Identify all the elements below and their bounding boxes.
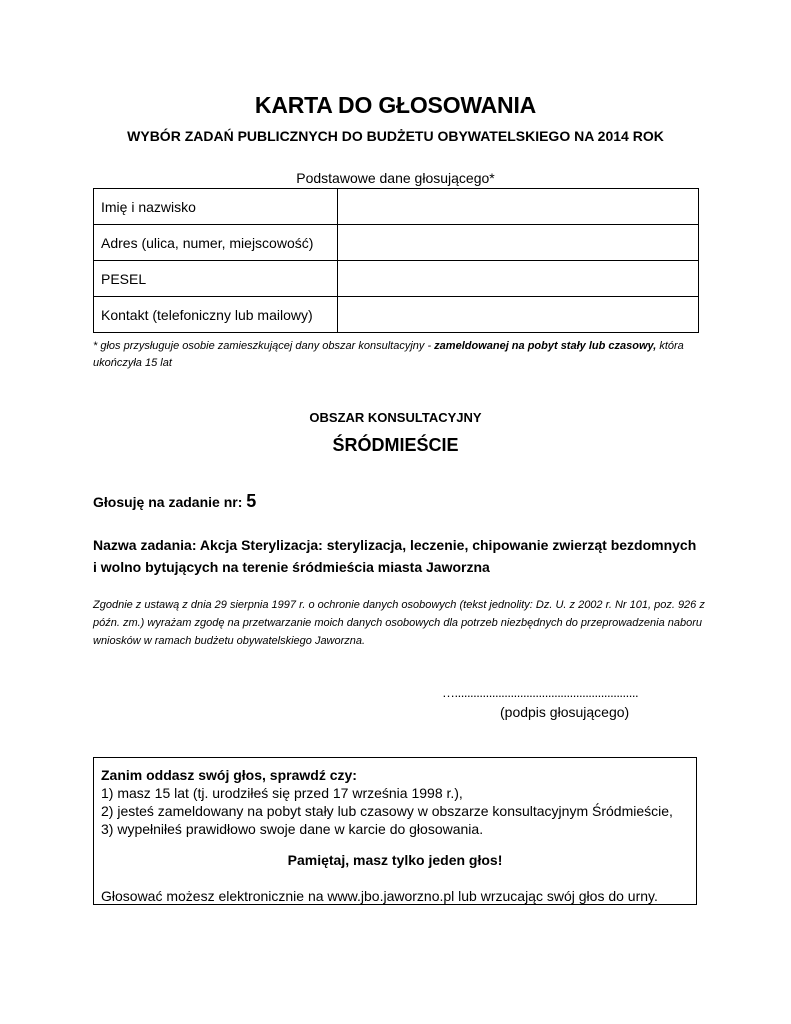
vote-label: Głosuję na zadanie nr: bbox=[93, 494, 247, 510]
area-name: ŚRÓDMIEŚCIE bbox=[332, 435, 459, 455]
vote-line bbox=[93, 491, 256, 512]
area-caption: OBSZAR KONSULTACYJNY bbox=[309, 410, 482, 425]
one-vote-reminder: Pamiętaj, masz tylko jeden głos! bbox=[287, 852, 503, 868]
table-row bbox=[94, 261, 699, 297]
contact-label: Kontakt (telefoniczny lub mailowy) bbox=[94, 297, 338, 333]
checklist-item: 2) jesteś zameldowany na pobyt stały lub czasowy w obszarze konsultacyjnym Śródmieście, bbox=[101, 803, 673, 819]
address-field[interactable] bbox=[338, 225, 699, 261]
task-number: 5 bbox=[246, 491, 257, 511]
electronic-voting-note: Głosować możesz elektronicznie na www.jbo.jaworzno.pl lub wrzucając swój głos do urny. bbox=[101, 888, 658, 904]
voter-data-table bbox=[93, 188, 699, 333]
pesel-field[interactable] bbox=[338, 261, 699, 297]
data-consent-clause: Zgodnie z ustawą z dnia 29 sierpnia 1997 r. o ochronie danych osobowych (tekst jednolity: Dz. U. z 2002 r. Nr 101, poz. 926 z późn. zm.) wyrażam zgodę na przetwarzanie moich danych osobowych dla potrzeb niezbędnych do przeprowadzenia naboru wniosków w ramach budżetu obywatelskiego Jaworzna. bbox=[93, 599, 705, 647]
table-row bbox=[94, 189, 699, 225]
table-row bbox=[94, 225, 699, 261]
footnote-suffix: która ukończyła 15 lat bbox=[93, 340, 684, 369]
checklist-box bbox=[93, 757, 697, 905]
footnote-bold: zameldowanej na pobyt stały lub czasowy, bbox=[434, 340, 657, 352]
address-label: Adres (ulica, numer, miejscowość) bbox=[94, 225, 338, 261]
name-field[interactable] bbox=[338, 189, 699, 225]
page-subtitle: WYBÓR ZADAŃ PUBLICZNYCH DO BUDŻETU OBYWATELSKIEGO NA 2014 ROK bbox=[127, 128, 664, 144]
checklist-heading: Zanim oddasz swój głos, sprawdź czy: bbox=[101, 767, 357, 783]
checklist-item: 3) wypełniłeś prawidłowo swoje dane w karcie do głosowania. bbox=[101, 821, 484, 837]
pesel-label: PESEL bbox=[94, 261, 338, 297]
contact-field[interactable] bbox=[338, 297, 699, 333]
checklist-item: 1) masz 15 lat (tj. urodziłeś się przed 17 września 1998 r.), bbox=[101, 785, 463, 801]
table-row bbox=[94, 297, 699, 333]
task-name: Nazwa zadania: Akcja Sterylizacja: sterylizacja, leczenie, chipowanie zwierząt bezdomnych i wolno bytujących na terenie śródmieścia miasta Jaworzna bbox=[93, 537, 697, 575]
signature-line[interactable]: …........................................................... bbox=[442, 685, 639, 700]
name-label: Imię i nazwisko bbox=[94, 189, 338, 225]
eligibility-footnote bbox=[93, 338, 703, 372]
page-title: KARTA DO GŁOSOWANIA bbox=[254, 92, 537, 118]
footnote-prefix: * głos przysługuje osobie zamieszkującej dany obszar konsultacyjny - bbox=[93, 340, 435, 352]
voter-data-caption: Podstawowe dane głosującego* bbox=[296, 170, 495, 186]
signature-label: (podpis głosującego) bbox=[500, 704, 630, 720]
